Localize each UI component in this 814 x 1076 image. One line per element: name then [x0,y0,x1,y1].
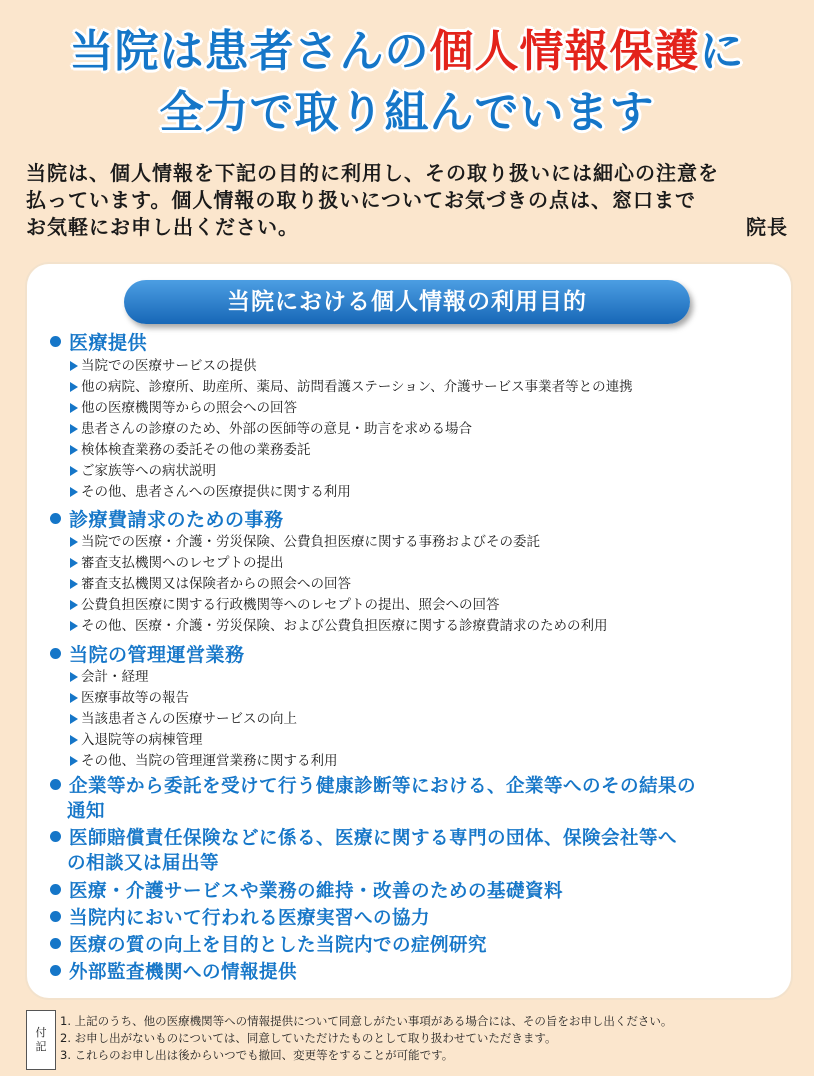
bullet-dot [50,648,61,659]
triangle-bullet-icon [70,735,78,745]
triangle-bullet-icon [70,466,78,476]
bullet-dot [50,336,61,347]
notes-list [60,1013,672,1064]
triangle-bullet-icon [70,537,78,547]
triangle-bullet-icon [70,579,78,589]
triangle-bullet-icon [70,445,78,455]
list-item: その他、医療・介護・労災保険、および公費負担医療に関する診療費請求のための利用 [70,616,608,636]
triangle-bullet-icon [70,693,78,703]
category-billing [50,508,284,532]
list-item: 会計・経理 [70,667,149,687]
triangle-bullet-icon [70,558,78,568]
signature: 院長 [746,215,788,239]
category-management [50,643,245,667]
intro-line-3: お気軽にお申し出ください。 [26,215,299,239]
purpose-insurance: 医師賠償責任保険などに係る、医療に関する専門の団体、保険会社等へ の相談又は届出等 [50,826,780,876]
list-item: 入退院等の病棟管理 [70,730,203,750]
triangle-bullet-icon [70,487,78,497]
list-item: 医療事故等の報告 [70,688,189,708]
list-item: その他、当院の管理運営業務に関する利用 [70,751,338,771]
list-item: 審査支払機関へのレセプトの提出 [70,553,284,573]
list-item: 他の病院、診療所、助産所、薬局、訪問看護ステーション、介護サービス事業者等との連携 [70,377,633,397]
bullet-dot [50,779,61,790]
note-item: 2. お申し出がないものについては、同意していただけたものとして取り扱わせていただきます。 [60,1031,557,1045]
triangle-bullet-icon [70,621,78,631]
list-item: 公費負担医療に関する行政機関等へのレセプトの提出、照会への回答 [70,595,500,615]
notes-label: 付 記 [26,1010,56,1070]
triangle-bullet-icon [70,756,78,766]
purpose-case-study: 医療の質の向上を目的とした当院内での症例研究 [50,933,780,958]
list-item: その他、患者さんへの医療提供に関する利用 [70,482,351,502]
intro-line-1: 当院は、個人情報を下記の目的に利用し、その取り扱いには細心の注意を [26,161,719,185]
category-title: 医療提供 [69,332,148,354]
list-item: 審査支払機関又は保険者からの照会への回答 [70,574,351,594]
list-item: 当該患者さんの医療サービスの向上 [70,709,297,729]
headline-line2: 全力で取り組んでいます [159,87,655,138]
triangle-bullet-icon [70,361,78,371]
triangle-bullet-icon [70,403,78,413]
list-item: 当院での医療サービスの提供 [70,356,257,376]
purpose-audit: 外部監査機関への情報提供 [50,960,780,985]
bullet-dot [50,831,61,842]
bullet-dot [50,911,61,922]
category-medical-care [50,331,147,355]
list-item: 当院での医療・介護・労災保険、公費負担医療に関する事務およびその委託 [70,532,540,552]
headline-highlight: 個人情報保護 [429,26,700,77]
headline-suffix: に [699,26,745,77]
category-title: 当院の管理運営業務 [69,644,245,666]
list-item: 他の医療機関等からの照会への回答 [70,398,297,418]
triangle-bullet-icon [70,424,78,434]
purpose-basic-data: 医療・介護サービスや業務の維持・改善のための基礎資料 [50,879,780,904]
intro-text [26,160,792,241]
bullet-dot [50,938,61,949]
purpose-health-checkup: 企業等から委託を受けて行う健康診断等における、企業等へのその結果の 通知 [50,774,780,824]
list-item: ご家族等への病状説明 [70,461,216,481]
list-item: 患者さんの診療のため、外部の医師等の意見・助言を求める場合 [70,419,472,439]
list-item: 検体検査業務の委託その他の業務委託 [70,440,311,460]
note-item: 1. 上記のうち、他の医療機関等への情報提供について同意しがたい事項がある場合には、その旨をお申し出ください。 [60,1014,673,1028]
note-item: 3. これらのお申し出は後からいつでも撤回、変更等をすることが可能です。 [60,1048,454,1062]
triangle-bullet-icon [70,382,78,392]
bullet-dot [50,965,61,976]
bullet-dot [50,513,61,524]
triangle-bullet-icon [70,672,78,682]
bullet-dot [50,884,61,895]
headline-line1 [0,24,814,80]
category-title: 診療費請求のための事務 [69,509,284,531]
triangle-bullet-icon [70,600,78,610]
intro-line-2: 払っています。個人情報の取り扱いについてお気づきの点は、窓口まで [26,188,696,212]
triangle-bullet-icon [70,714,78,724]
purpose-training: 当院内において行われる医療実習への協力 [50,906,780,931]
headline-prefix: 当院は患者さんの [69,26,430,77]
panel-title: 当院における個人情報の利用目的 [124,280,690,324]
